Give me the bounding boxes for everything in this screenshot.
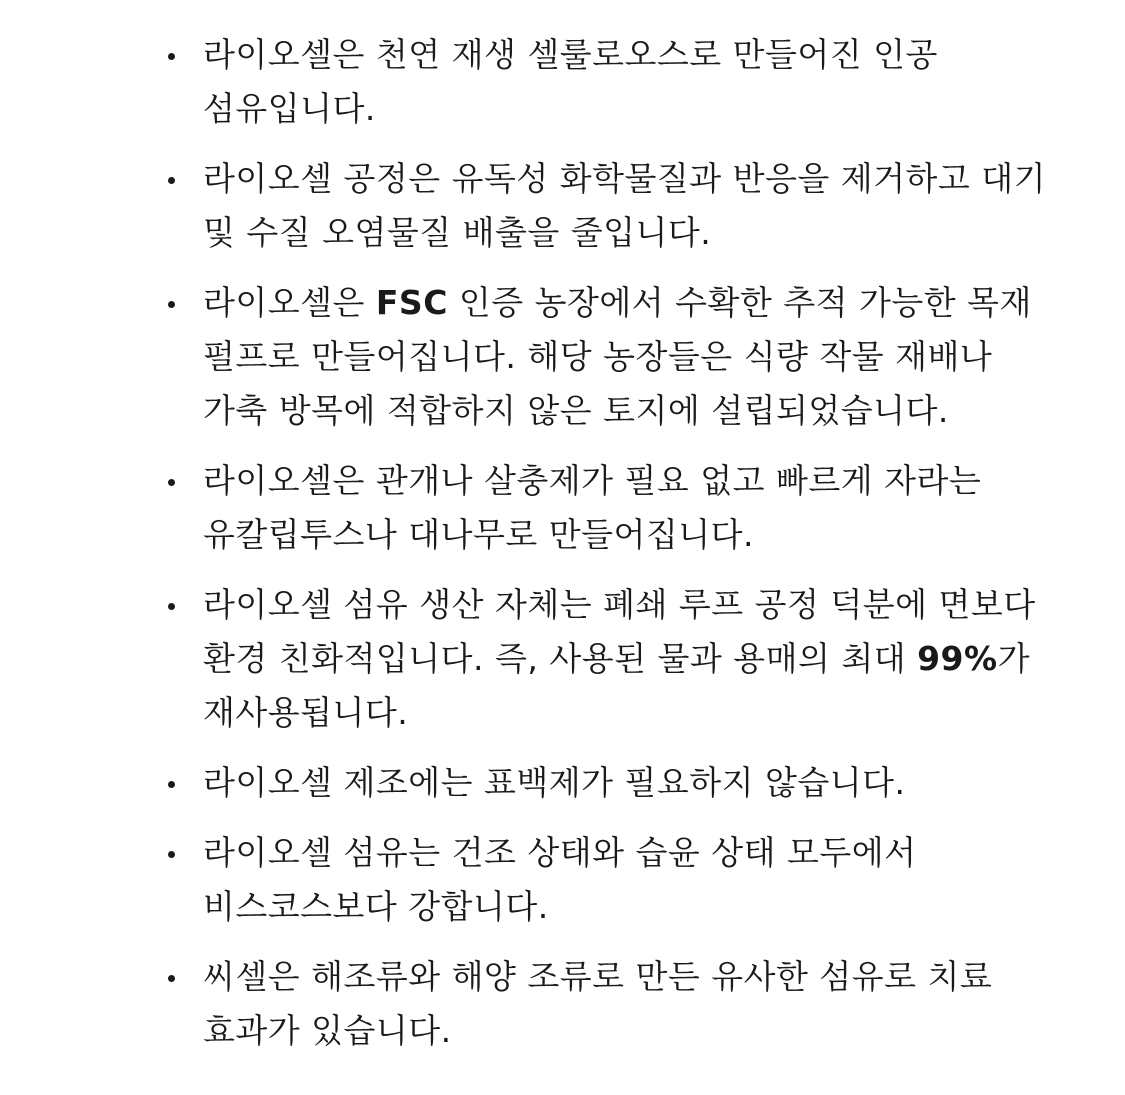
list-item [160,28,1060,136]
list-item-text: 라이오셀 공정은 유독성 화학물질과 반응을 제거하고 대기 및 수질 오염물질 배출을 줄입니다. [203,159,1047,252]
list-item-text: 씨셀은 해조류와 해양 조류로 만든 유사한 섬유로 치료 효과가 있습니다. [203,957,993,1050]
bullet-icon [168,781,175,788]
list-item-text-pre: 라이오셀 섬유 생산 자체는 폐쇄 루프 공정 덕분에 면보다 환경 친화적입니다. 즉, 사용된 물과 용매의 최대 [203,585,1036,678]
list-item-text: 라이오셀은 관개나 살충제가 필요 없고 빠르게 자라는 유칼립투스나 대나무로 만들어집니다. [203,461,982,554]
bullet-icon [168,301,175,308]
list-item-text-bold: FSC [375,283,448,322]
list-item-text-post: 가 재사용됩니다. [203,639,1030,732]
list-item [160,454,1060,562]
bullet-list [160,28,1060,1074]
bullet-icon [168,53,175,60]
list-item-text-post: 인증 농장에서 수확한 추적 가능한 목재 펄프로 만들어집니다. 해당 농장들은 식량 작물 재배나 가축 방목에 적합하지 않은 토지에 설립되었습니다. [203,283,1032,430]
list-item [160,578,1060,740]
list-item [160,826,1060,934]
list-item [160,950,1060,1058]
list-item [160,152,1060,260]
list-item-text: 라이오셀 섬유는 건조 상태와 습윤 상태 모두에서 비스코스보다 강합니다. [203,833,917,926]
list-item [160,756,1060,810]
list-item-text-pre: 라이오셀은 [203,283,376,322]
list-item [160,276,1060,438]
list-item-text: 라이오셀은 천연 재생 셀룰로오스로 만들어진 인공 섬유입니다. [203,35,938,128]
bullet-icon [168,479,175,486]
bullet-icon [168,975,175,982]
list-item-text: 라이오셀 제조에는 표백제가 필요하지 않습니다. [203,763,906,802]
bullet-icon [168,177,175,184]
list-item-text-bold: 99% [917,639,998,678]
bullet-icon [168,851,175,858]
bullet-icon [168,603,175,610]
